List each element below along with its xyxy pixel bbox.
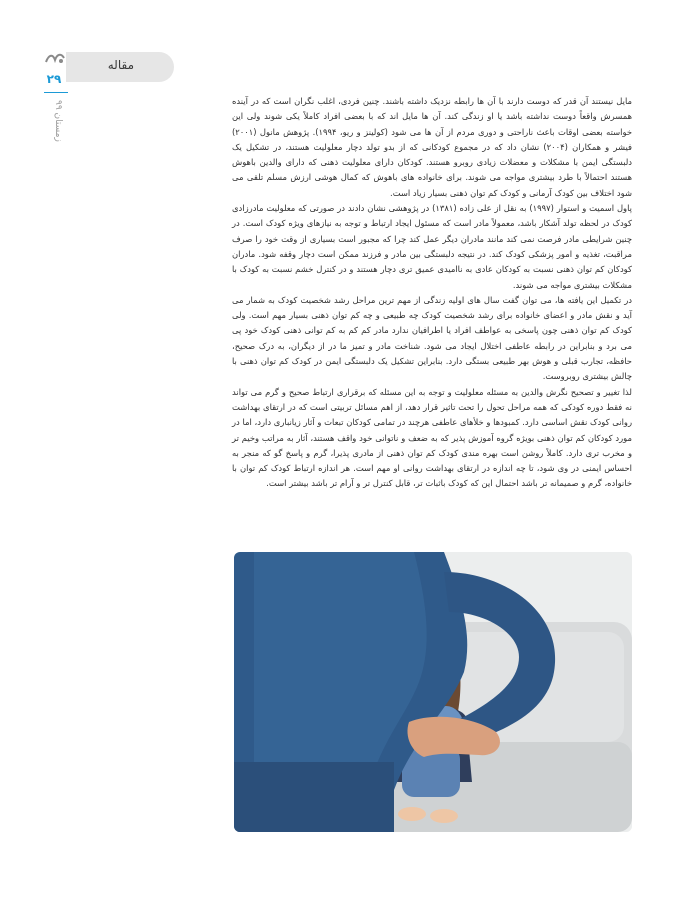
child-on-sofa-illustration: [234, 552, 632, 832]
article-paragraph: در تکمیل این یافته ها، می توان گفت سال های اولیه زندگی از مهم ترین مراحل رشد شخصیت کودک به شمار می آید و نقش مادر و اعضای خانواده برای رشد شخصیت کودک چه طبیعی و چه کم توان ذهنی بسیار مهم است. ولی کودک کم توان ذهنی چون پاسخی به عواطف افراد یا اطرافیان ندارد مادر کم کم به کم توانی ذهنی کودک خود پی می برد و بنابراین در رابطه عاطفی اختلال ایجاد می شود. شناخت مادر و تمیز ما در از دیگران، به درک صحیح، حافظه، تجارب قبلی و هوش بهر طبیعی بستگی دارد. بنابراین تشکیل یک دلبستگی ایمن در کودک کم توان ذهنی با چالش بیشتری روبروست.: [232, 294, 632, 382]
section-label: مقاله: [107, 58, 134, 72]
magazine-logo-icon: [44, 50, 66, 66]
article-paragraph: مایل نیستند آن قدر که دوست دارند با آن ها رابطه نزدیک داشته باشند. چنین فردی، اغلب نگران است که در آینده همسرش واقعاً دوست نداشته باشد یا او زندگی کند. آن ها مایل اند که با بعضی افراد کاملاً یکی شوند ولی این خواسته بعضی اوقات باعث ناراحتی و دوری مردم از آن ها می شود (کولینز و ریو، ۱۹۹۴). پژوهش مانول (۲۰۰۱) فیشر و همکاران (۲۰۰۴) نشان داد که در مجموع کودکانی که از بدو تولد دچار معلولیت هستند، در تشکیل یک دلبستگی ایمن با مشکلات و معضلات زیادی روبرو هستند. کودکان دارای معلولیت ذهنی که دارای والدین باهوش هستند احتمالاً با طرد بیشتری مواجه می شوند. برای خانواده های باهوش که کمال هوشی ارزش مسلم تلقی می شود اختلاف بین کودک آرمانی و کودک کم توان ذهنی بسیار زیاد است.: [232, 96, 632, 198]
article-paragraph: لذا تغییر و تصحیح نگرش والدین به مسئله معلولیت و توجه به این مسئله که برقراری ارتباط صحیح و گرم می تواند نه فقط دوره کودکی که همه مراحل تحول را تحت تاثیر قرار دهد، از اهم مسائل تربیتی است که در ارتقای بهداشت روانی کودک نقش اساسی دارد. کمبودها و خلأهای عاطفی هرچند در تمامی کودکان تبعات و آثار زیانباری دارد، اما در مورد کودکان کم توان ذهنی بویژه گروه آموزش پذیر که به ضعف و ناتوانی خود واقف هستند، آثار به مراتب وخیم تر و مخرب تری دارد. کاملاً روشن است بهره مندی کودک کم توان ذهنی از مادری پذیرا، گرم و پاسخ گو که منجر به احساس ایمنی در وی شود، تا چه اندازه در ارتقای بهداشت روانی او مهم است. هر اندازه ارتباط کودک کم توان با خانواده، گرم و صمیمانه تر باشد احتمال این که کودک باثبات تر، قابل کنترل تر و آرام تر باشد بیشتر است.: [232, 386, 632, 489]
section-tab: [66, 52, 174, 82]
article-paragraph: پاول اسمیت و استوار (۱۹۹۷) به نقل از علی زاده (۱۳۸۱) در پژوهشی نشان دادند در صورتی که معلولیت مادرزادی کودک در لحظه تولد آشکار باشد، معمولاً مادر است که مسئول ایجاد ارتباط و توجه به نیازهای ویژه کودک است. در چنین شرایطی مادر فرصت نمی کند مانند مادران دیگر عمل کند چرا که مجبور است بسیاری از وقت خود را صرف مراقبت، تغذیه و امور پزشکی کودک کند. در نتیجه دلبستگی بین مادر و فرزند ممکن است دچار وقفه شود. مادران کودکان کم توان ذهنی نسبت به کودکان عادی به ناامیدی عمیق تری دچار هستند و در کنترل خشم نسبت به کودک با مشکلات بیشتری مواجه می شوند.: [232, 203, 632, 290]
page-number-divider: [44, 92, 68, 93]
page-number: ۲۹: [46, 72, 62, 86]
issue-label: زمستان ۹۹: [53, 100, 63, 142]
article-photo: [234, 552, 632, 832]
article-body: [232, 94, 632, 492]
